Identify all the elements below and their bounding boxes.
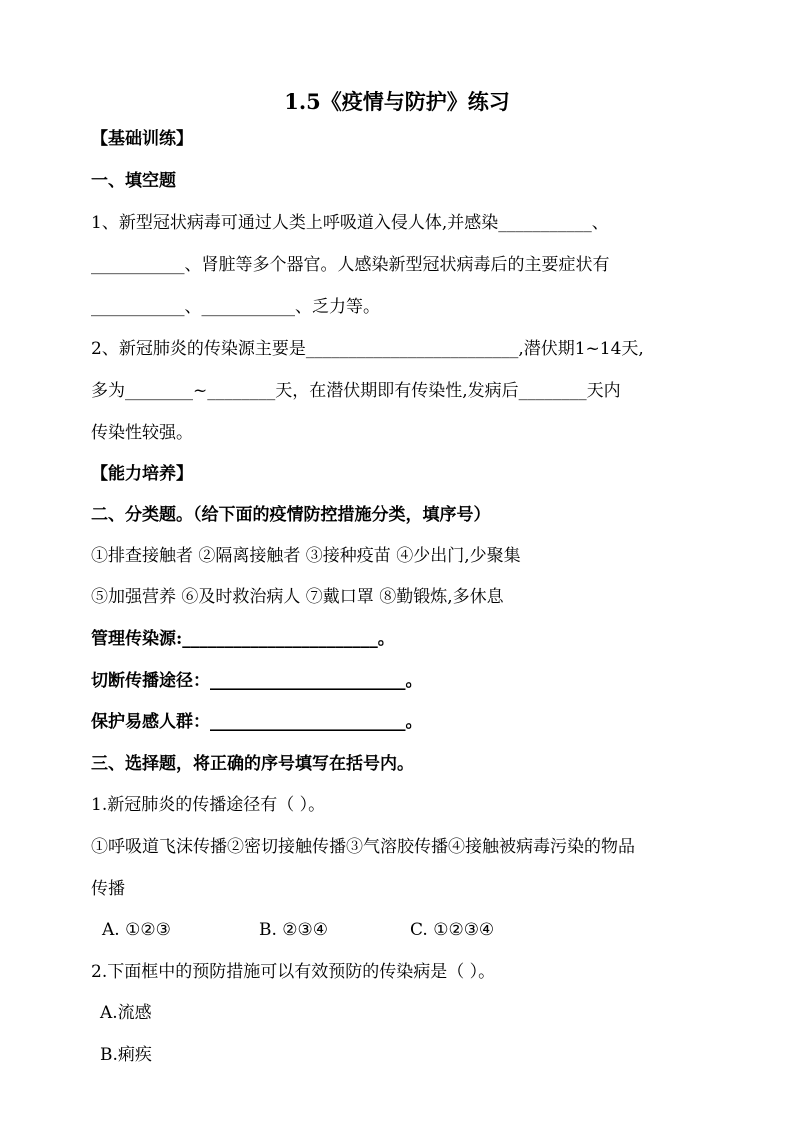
- choice-q1-option-c: C. ①②③④: [410, 920, 495, 940]
- choice-heading: 三、选择题，将正确的序号填写在括号内。: [91, 754, 414, 774]
- choice-q2-option-a: A.流感: [100, 1003, 152, 1023]
- choice-q2-option-b: B.痢疾: [100, 1045, 152, 1065]
- choice-q1-items-line2: 传播: [91, 879, 125, 899]
- fill-q2-line3: 传染性较强。: [91, 423, 193, 443]
- protect-group-answer: 保护易感人群：_______________________。: [91, 712, 423, 732]
- choice-q1-option-a: A. ①②③: [102, 920, 171, 940]
- choice-q2-stem: 2.下面框中的预防措施可以有效预防的传染病是（ ）。: [91, 962, 496, 982]
- fill-q1-line3: ___________、___________、乏力等。: [91, 297, 380, 317]
- choice-q1-option-b: B. ②③④: [259, 920, 329, 940]
- choice-q1-items-line1: ①呼吸道飞沫传播②密切接触传播③气溶胶传播④接触被病毒污染的物品: [91, 837, 635, 857]
- manage-source-answer: 管理传染源:_______________________。: [91, 629, 395, 649]
- fill-q1-line2: ___________、肾脏等多个器官。人感染新型冠状病毒后的主要症状有: [91, 255, 610, 275]
- fill-q2-line1: 2、新冠肺炎的传染源主要是_________________________,潜伏期1~14天,: [91, 339, 644, 359]
- measures-line2: ⑤加强营养 ⑥及时救治病人 ⑦戴口罩 ⑧勤锻炼,多休息: [91, 587, 504, 607]
- choice-q1-stem: 1.新冠肺炎的传播途径有（ ）。: [91, 795, 326, 815]
- cut-route-answer: 切断传播途径：_______________________。: [91, 671, 423, 691]
- fill-blank-heading: 一、填空题: [91, 171, 176, 191]
- fill-q1-line1: 1、新型冠状病毒可通过人类上呼吸道入侵人体,并感染___________、: [91, 213, 609, 233]
- page-title: 1.5《疫情与防护》练习: [284, 89, 510, 114]
- classify-heading: 二、分类题。（给下面的疫情防控措施分类，填序号）: [91, 505, 491, 525]
- fill-q2-line2: 多为________~________天，在潜伏期即有传染性,发病后________天内: [91, 381, 621, 401]
- basic-training-heading: 【基础训练】: [91, 129, 193, 149]
- measures-line1: ①排查接触者 ②隔离接触者 ③接种疫苗 ④少出门,少聚集: [91, 546, 521, 566]
- ability-heading: 【能力培养】: [91, 464, 193, 484]
